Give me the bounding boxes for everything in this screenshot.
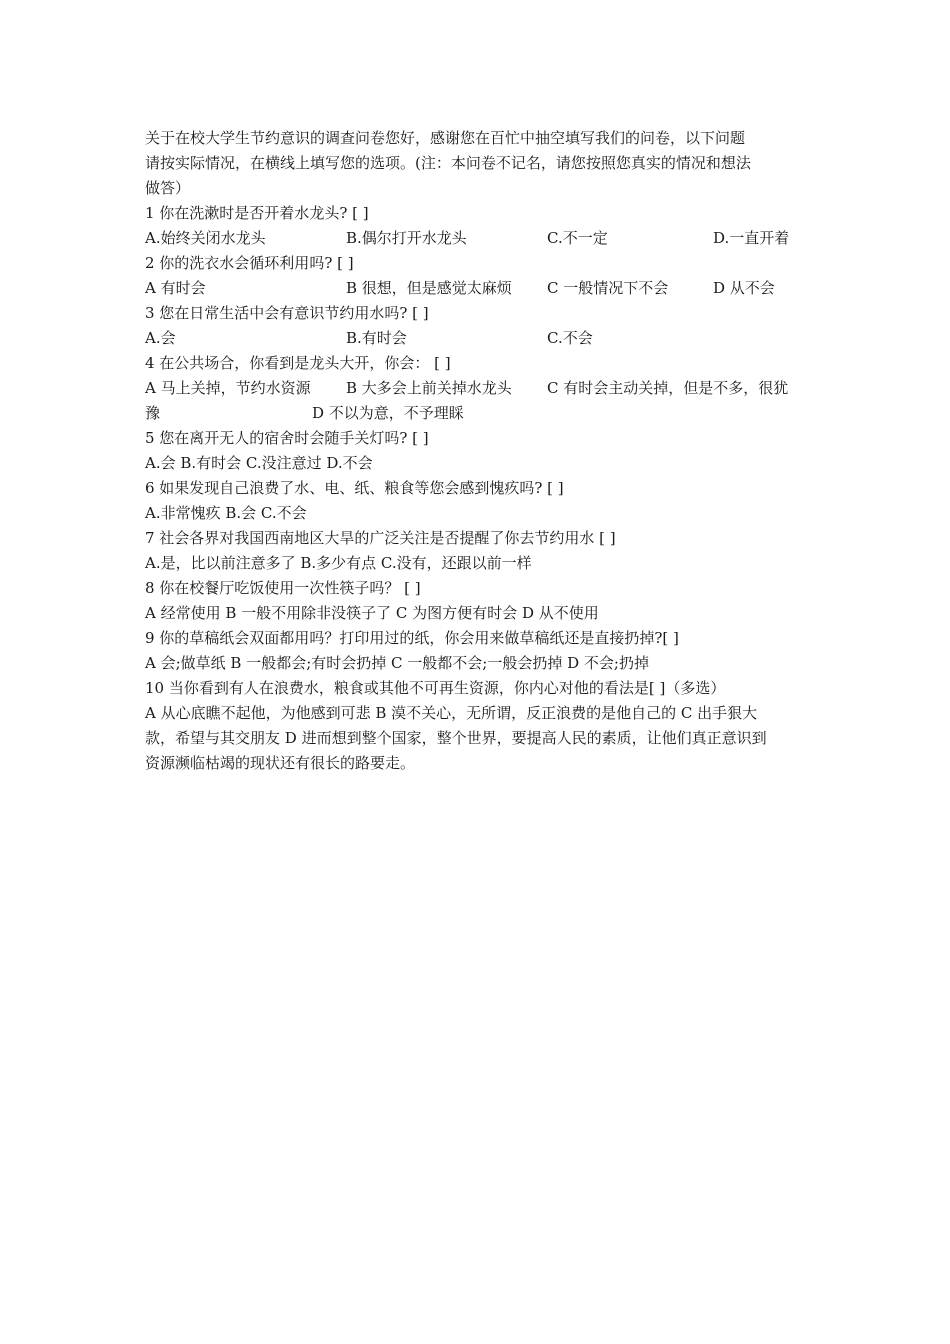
intro-line: 做答）	[145, 179, 191, 197]
question-3-options	[145, 326, 810, 351]
question-10: 10 当你看到有人在浪费水，粮食或其他不可再生资源，你内心对他的看法是[ ]（多选）	[145, 679, 726, 697]
option-d: D.一直开着	[713, 229, 790, 247]
option-c: C 一般情况下不会	[547, 279, 669, 297]
option-b: B.有时会	[346, 329, 407, 347]
option-b: B.偶尔打开水龙头	[346, 229, 467, 247]
question-1-options	[145, 226, 810, 251]
question-4-options	[145, 376, 810, 401]
question-10-answer-line: 资源濒临枯竭的现状还有很长的路要走。	[145, 754, 416, 772]
option-c-continued: 豫	[145, 404, 161, 422]
option-b: B 很想，但是感觉太麻烦	[346, 279, 512, 297]
option-a: A.会	[145, 329, 176, 347]
question-8-answer: A 经常使用 B 一般不用除非没筷子了 C 为图方便有时会 D 从不使用	[145, 604, 599, 622]
intro-line: 请按实际情况，在横线上填写您的选项。(注：本问卷不记名，请您按照您真实的情况和想法	[145, 154, 751, 172]
option-c: C 有时会主动关掉，但是不多，很犹	[547, 379, 789, 397]
question-7-answer: A.是，比以前注意多了 B.多少有点 C.没有，还跟以前一样	[145, 554, 532, 572]
question-2: 2 你的洗衣水会循环利用吗? [ ]	[145, 254, 354, 272]
option-a: A 有时会	[145, 279, 206, 297]
option-a: A.始终关闭水龙头	[145, 229, 266, 247]
question-10-answer-line: A 从心底瞧不起他，为他感到可悲 B 漠不关心，无所谓，反正浪费的是他自己的 C 出手狠大	[145, 704, 758, 722]
question-5: 5 您在离开无人的宿舍时会随手关灯吗? [ ]	[145, 429, 429, 447]
question-9-answer: A 会;做草纸 B 一般都会;有时会扔掉 C 一般都不会;一般会扔掉 D 不会;扔掉	[145, 654, 649, 672]
option-b: B 大多会上前关掉水龙头	[346, 379, 512, 397]
question-5-answer: A.会 B.有时会 C.没注意过 D.不会	[145, 454, 373, 472]
question-8: 8 你在校餐厅吃饭使用一次性筷子吗？ [ ]	[145, 579, 421, 597]
question-1: 1 你在洗漱时是否开着水龙头? [ ]	[145, 204, 369, 222]
question-9: 9 你的草稿纸会双面都用吗？打印用过的纸，你会用来做草稿纸还是直接扔掉?[ ]	[145, 629, 679, 647]
question-4-options-continued	[145, 401, 810, 426]
survey-content	[145, 126, 810, 776]
option-c: C.不一定	[547, 229, 608, 247]
question-4: 4 在公共场合，你看到是龙头大开，你会： [ ]	[145, 354, 451, 372]
question-6-answer: A.非常愧疚 B.会 C.不会	[145, 504, 307, 522]
option-d: D 从不会	[713, 279, 775, 297]
intro-line: 关于在校大学生节约意识的调查问卷您好，感谢您在百忙中抽空填写我们的问卷，以下问题	[145, 129, 746, 147]
question-10-answer-line: 款，希望与其交朋友 D 进而想到整个国家，整个世界，要提高人民的素质，让他们真正意识到	[145, 729, 767, 747]
option-c: C.不会	[547, 329, 593, 347]
question-2-options	[145, 276, 810, 301]
option-a: A 马上关掉，节约水资源	[145, 379, 311, 397]
question-7: 7 社会各界对我国西南地区大旱的广泛关注是否提醒了你去节约用水 [ ]	[145, 529, 616, 547]
option-d: D 不以为意，不予理睬	[312, 404, 464, 422]
question-6: 6 如果发现自己浪费了水、电、纸、粮食等您会感到愧疚吗? [ ]	[145, 479, 564, 497]
question-3: 3 您在日常生活中会有意识节约用水吗? [ ]	[145, 304, 429, 322]
